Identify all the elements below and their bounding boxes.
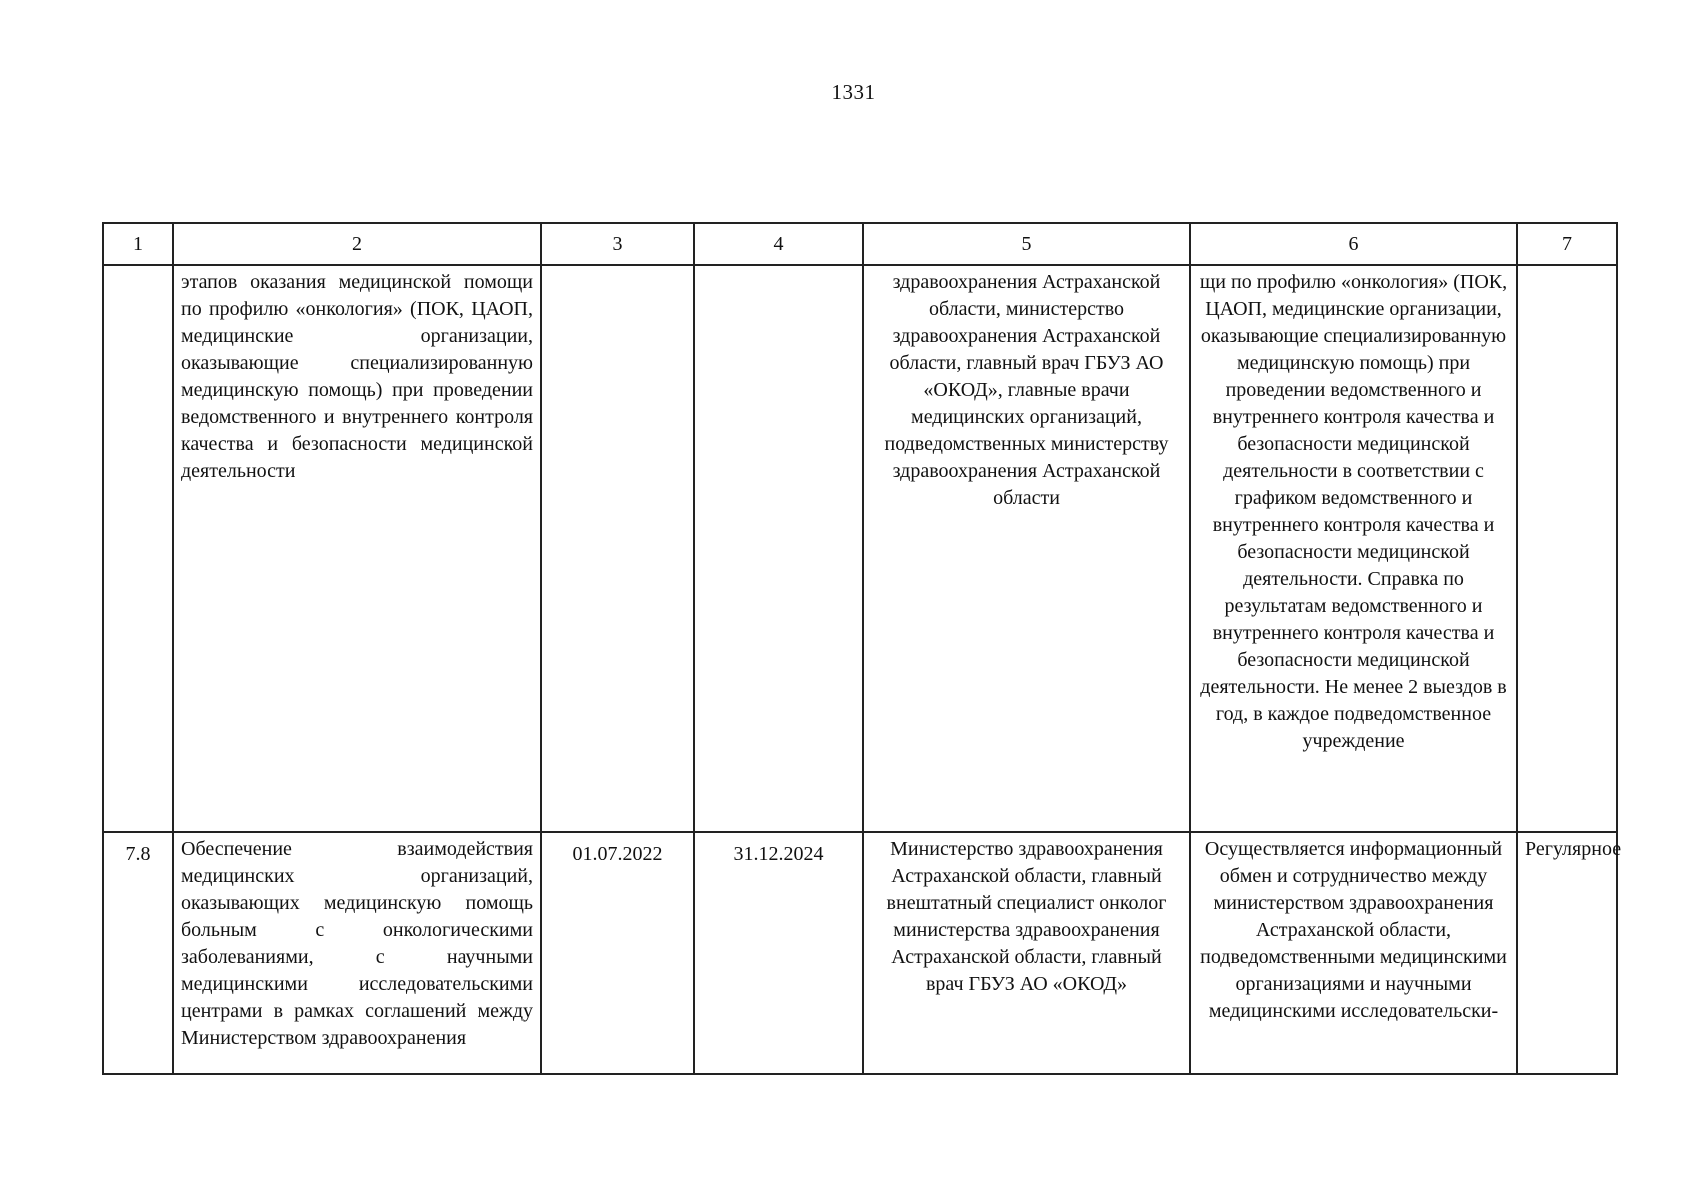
plan-table <box>102 222 1622 1075</box>
row-number-cell <box>103 265 173 832</box>
result-cell: Осуществляется информационный обмен и сотрудничество между министерством здравоохранения Астраханской области, подведомственными медицинскими организациями и научными медицинскими исследовательски- <box>1190 832 1517 1074</box>
type-cell <box>1517 265 1617 832</box>
responsible-cell: здравоохранения Астраханской области, министерство здравоохранения Астраханской области, главный врач ГБУЗ АО «ОКОД», главные врачи медицинских организаций, подведомственных министерству здравоохранения Астраханской области <box>863 265 1190 832</box>
type-cell: Регулярное <box>1517 832 1617 1074</box>
end-date-cell <box>694 265 863 832</box>
header-row <box>103 223 1617 265</box>
end-date-cell: 31.12.2024 <box>694 832 863 1074</box>
responsible-cell: Министерство здравоохранения Астраханской области, главный внештатный специалист онколог министерства здравоохранения Астраханской области, главный врач ГБУЗ АО «ОКОД» <box>863 832 1190 1074</box>
activity-cell: Обеспечение взаимодействия медицинских организаций, оказывающих медицинскую помощь больным с онкологическими заболеваниями, с научными медицинскими исследовательскими центрами в рамках соглашений между Министерством здравоохранения <box>173 832 541 1074</box>
column-header: 6 <box>1190 223 1517 265</box>
column-header: 7 <box>1517 223 1617 265</box>
page-number: 1331 <box>831 80 876 104</box>
result-cell: щи по профилю «онкология» (ПОК, ЦАОП, медицинские организации, оказывающие специализированную медицинскую помощь) при проведении ведомственного и внутреннего контроля качества и безопасности медицинской деятельности в соответствии с графиком ведомственного и внутреннего контроля качества и безопасности медицинской деятельности. Справка по результатам ведомственного и внутреннего контроля качества и безопасности медицинской деятельности. Не менее 2 выездов в год, в каждое подведомственное учреждение <box>1190 265 1517 832</box>
column-header: 5 <box>863 223 1190 265</box>
column-header: 2 <box>173 223 541 265</box>
column-header: 3 <box>541 223 694 265</box>
column-header: 4 <box>694 223 863 265</box>
table-row <box>103 265 1617 832</box>
activity-cell: этапов оказания медицинской помощи по профилю «онкология» (ПОК, ЦАОП, медицинские организации, оказывающие специализированную медицинскую помощь) при проведении ведомственного и внутреннего контроля качества и безопасности медицинской деятельности <box>173 265 541 832</box>
table-row <box>103 832 1617 1074</box>
row-number-cell: 7.8 <box>103 832 173 1074</box>
start-date-cell <box>541 265 694 832</box>
start-date-cell: 01.07.2022 <box>541 832 694 1074</box>
column-header: 1 <box>103 223 173 265</box>
